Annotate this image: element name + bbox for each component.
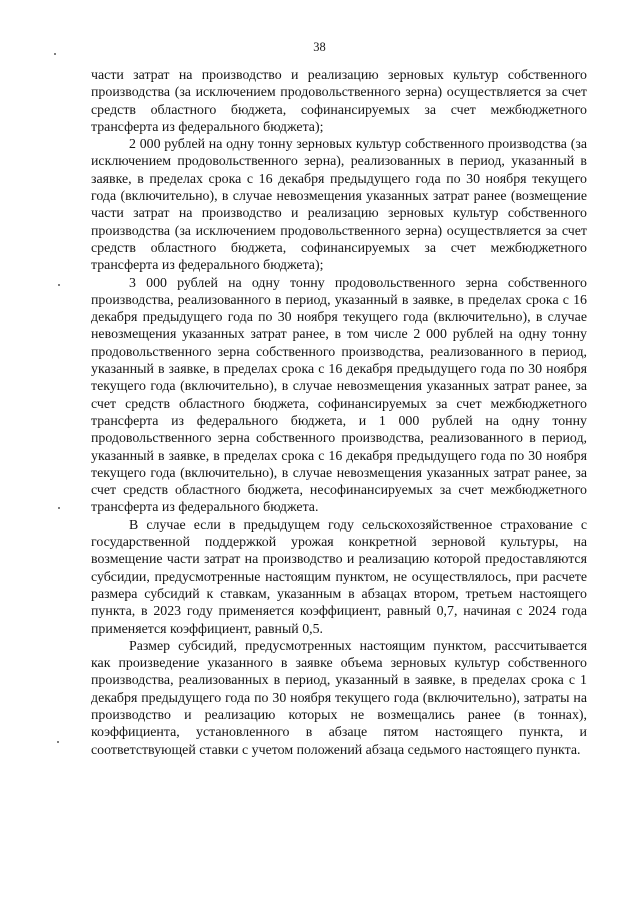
scan-speck <box>54 53 56 55</box>
scan-speck <box>58 507 60 509</box>
page-number: 38 <box>313 40 326 54</box>
scan-speck <box>57 741 59 743</box>
document-body <box>91 67 587 759</box>
paragraph-subsidy-calculation: Размер субсидий, предусмотренных настоящим пунктом, рассчитывается как произведение указанного в заявке объема зерновых культур собственного производства, реализованных в период, указанный в заявке, в пределах срока с 1 декабря предыдущего года по 30 ноября текущего года (включительно), затраты на производство и реализацию которых не возмещались ранее (в тоннах), коэффициента, установленного в абзаце пятом настоящего пункта, и соответствующей ставки с учетом положений абзаца седьмого настоящего пункта. <box>91 638 587 758</box>
paragraph-rate-3000: 3 000 рублей на одну тонну продовольственного зерна собственного производства, реализованного в период, указанный в заявке, в пределах срока с 16 декабря предыдущего года по 30 ноября текущего года (включительно), в случае невозмещения указанных затрат ранее, в том числе 2 000 рублей на одну тонну продовольственного зерна собственного производства, реализованного в период, указанный в заявке, в пределах срока с 16 декабря предыдущего года по 30 ноября текущего года (включительно), в случае невозмещения указанных затрат ранее, за счет средств областного бюджета, софинансируемых за счет межбюджетного трансферта из федерального бюджета, и 1 000 рублей на одну тонну продовольственного зерна собственного производства, реализованного в период, указанный в заявке, в пределах срока с 16 декабря предыдущего года по 30 ноября текущего года (включительно), в случае невозмещения указанных затрат ранее, за счет средств областного бюджета, несофинансируемых за счет межбюджетного трансферта из федерального бюджета. <box>91 275 587 516</box>
paragraph-rate-2000: 2 000 рублей на одну тонну зерновых культур собственного производства (за исключением продовольственного зерна), реализованных в период, указанный в заявке, в пределах срока с 16 декабря предыдущего года по 30 ноября текущего года (включительно), в случае невозмещения указанных затрат ранее (возмещение части затрат на производство и реализацию зерновых культур собственного производства (за исключением продовольственного зерна) осуществляется за счет средств областного бюджета, софинансируемых за счет межбюджетного трансферта из федерального бюджета); <box>91 137 587 274</box>
paragraph-insurance-coefficient: В случае если в предыдущем году сельскохозяйственное страхование с государственной поддержкой урожая конкретной зерновой культуры, на возмещение части затрат на производство и реализацию которой предоставляются субсидии, предусмотренные настоящим пунктом, не осуществлялось, при расчете размера субсидий к ставкам, указанным в абзацах втором, третьем настоящего пункта, в 2023 году применяется коэффициент, равный 0,7, начиная с 2024 года применяется коэффициент, равный 0,5. <box>91 517 587 637</box>
paragraph-continuation: части затрат на производство и реализацию зерновых культур собственного производства (за исключением продовольственного зерна) осуществляется за счет средств областного бюджета, софинансируемых за счет межбюджетного трансферта из федерального бюджета); <box>91 68 587 135</box>
scan-speck <box>58 284 60 286</box>
